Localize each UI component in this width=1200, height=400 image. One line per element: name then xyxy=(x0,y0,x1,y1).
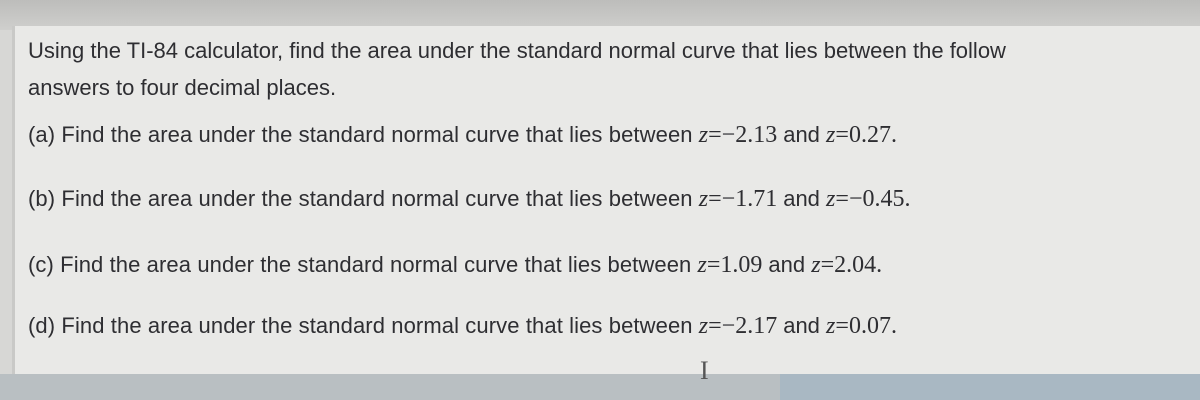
part-b-bounds xyxy=(699,186,783,212)
z-upper: 0.27. xyxy=(848,122,897,148)
part-d-text: (d) Find the area under the standard normal curve that lies between xyxy=(28,313,693,338)
z-variable: z xyxy=(698,122,709,148)
part-c-upper xyxy=(811,252,882,278)
part-d-bounds xyxy=(699,313,783,339)
z-variable: z xyxy=(697,252,707,278)
equals-sign: = xyxy=(835,186,849,212)
z-lower: −2.17 xyxy=(721,313,778,339)
equals-sign: = xyxy=(835,313,849,339)
part-b xyxy=(28,186,910,213)
z-variable: z xyxy=(826,122,836,148)
z-lower: −1.71 xyxy=(721,186,778,212)
z-variable: z xyxy=(698,313,709,339)
equals-sign: = xyxy=(706,252,721,278)
part-b-upper xyxy=(826,186,910,212)
equals-sign: = xyxy=(708,313,722,339)
answer-area-strip xyxy=(780,374,1200,400)
and-word: and xyxy=(783,313,820,338)
part-d-upper xyxy=(826,313,897,339)
part-b-text: (b) Find the area under the standard normal curve that lies between xyxy=(28,186,693,211)
z-upper: 0.07. xyxy=(848,313,897,339)
text-cursor-icon: I xyxy=(700,356,709,385)
z-variable: z xyxy=(826,186,836,212)
part-a-text: (a) Find the area under the standard normal curve that lies between xyxy=(28,122,693,147)
part-d xyxy=(28,313,897,340)
z-upper: −0.45. xyxy=(848,186,911,212)
intro-line-2: answers to four decimal places. xyxy=(28,75,337,100)
and-word: and xyxy=(783,122,820,147)
bottom-band xyxy=(0,374,1200,400)
z-variable: z xyxy=(811,252,821,278)
part-a-bounds xyxy=(699,122,783,148)
z-lower: −2.13 xyxy=(721,122,778,148)
equals-sign: = xyxy=(820,252,835,278)
equals-sign: = xyxy=(708,122,722,148)
z-variable: z xyxy=(826,313,836,339)
equals-sign: = xyxy=(835,122,849,148)
part-c-text: (c) Find the area under the standard normal curve that lies between xyxy=(28,252,692,277)
part-c xyxy=(28,252,882,279)
z-upper: 2.04. xyxy=(834,252,883,278)
z-lower: 1.09 xyxy=(720,252,763,278)
problem-intro xyxy=(28,32,1200,106)
and-word: and xyxy=(783,186,820,211)
part-c-bounds xyxy=(698,252,769,278)
intro-line-1: Using the TI-84 calculator, find the area under the standard normal curve that lies between the follow xyxy=(28,38,1006,63)
equals-sign: = xyxy=(708,186,722,212)
part-a-upper xyxy=(826,122,897,148)
and-word: and xyxy=(768,252,806,277)
part-a xyxy=(28,122,897,149)
z-variable: z xyxy=(698,186,709,212)
